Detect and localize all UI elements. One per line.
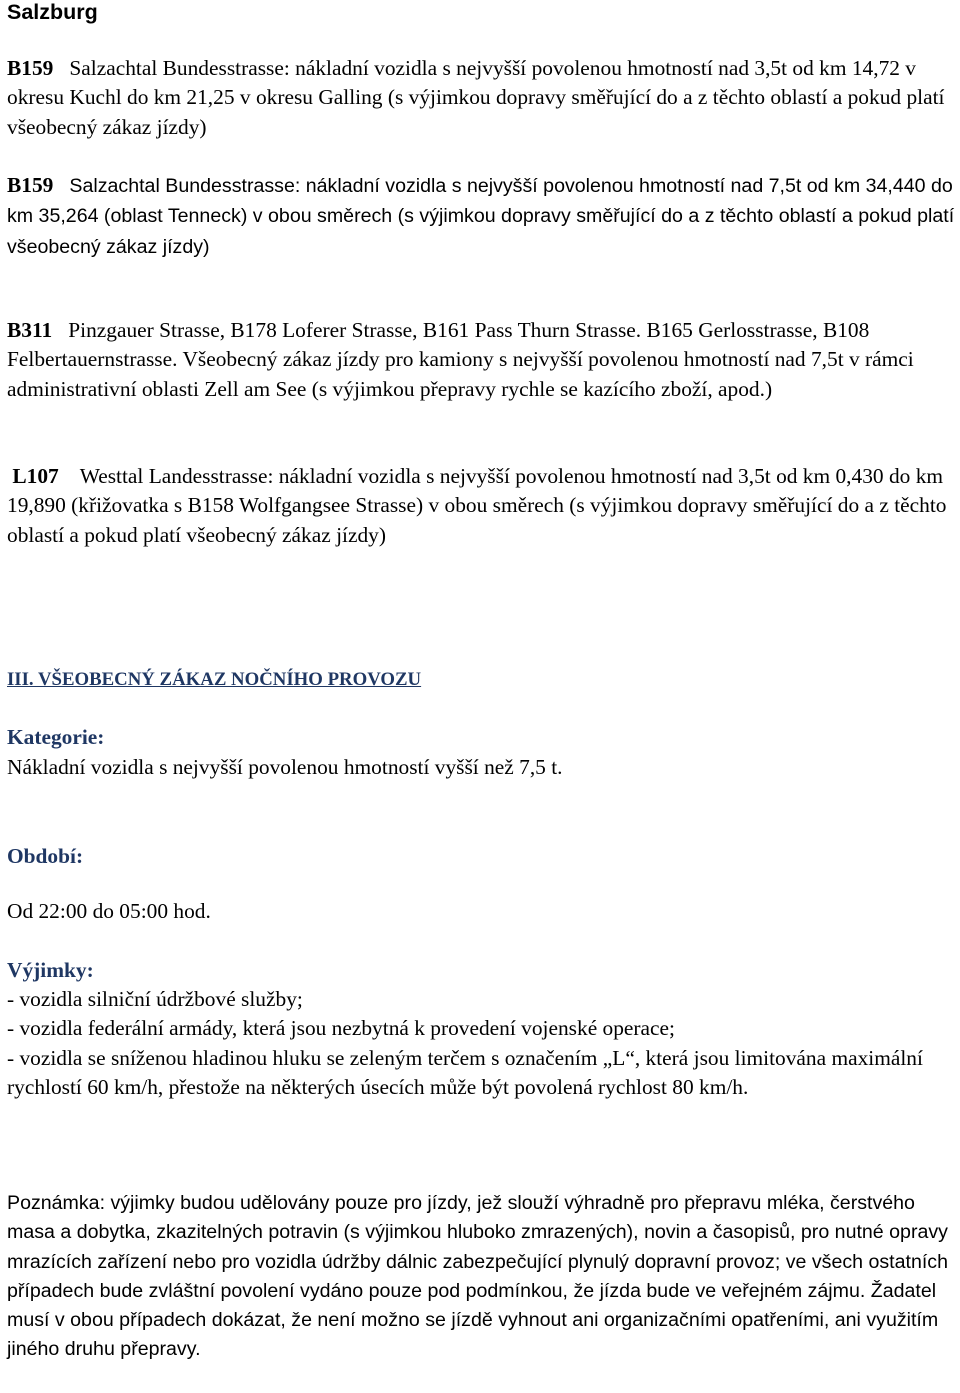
restriction-roads: Pinzgauer Strasse, B178 Loferer Strasse, B161 Pass Thurn Strasse. B165 Gerlosstrasse, B108 Felbertauernstrasse. xyxy=(7,318,870,372)
road-code: B311 xyxy=(7,318,53,342)
restriction-item xyxy=(7,316,955,404)
section-heading: III. VŠEOBECNÝ ZÁKAZ NOČNÍHO PROVOZU xyxy=(7,669,422,690)
exception-item: - vozidla federální armády, která jsou nezbytná k provedení vojenské operace; xyxy=(7,1016,675,1040)
restriction-item xyxy=(7,171,955,262)
road-code: L107 xyxy=(12,464,59,488)
exception-item: - vozidla se sníženou hladinou hluku se zeleným terčem s označením „L“, která jsou limitována maximální rychlostí 60 km/h, přestože na některých úsecích může být povolená rychlost 80 km/h. xyxy=(7,1046,923,1100)
region-heading: Salzburg xyxy=(7,0,98,24)
note-paragraph: Poznámka: výjimky budou udělovány pouze pro jízdy, jež slouží výhradně pro přepravu mléka, čerstvého masa a dobytka, zkazitelných potravin (s výjimkou hluboko zmrazených), novin a časopisů, pro nutné opravy mrazících zařízení nebo pro vozidla údržby dálnic zabezpečující plynulý dopravní provoz; ve všech ostatních případech bude zvláštní povolení vydáno pouze pod podmínkou, že jízda bude ve veřejném zájmu. Žadatel musí v obou případech dokázat, že není možno se jízdě vyhnout ani organizačními opatřeními, ani využitím jiného druhu přepravy. xyxy=(7,1192,948,1361)
exceptions-label: Výjimky: xyxy=(7,958,94,982)
restriction-text: Všeobecný zákaz jízdy pro kamiony s nejvyšší povolenou hmotností nad 7,5t v rámci administrativní oblasti Zell am See (s výjimkou přepravy rychle se kazícího zboží, apod.) xyxy=(7,347,914,401)
period-text: Od 22:00 do 05:00 hod. xyxy=(7,899,211,923)
restriction-text: Westtal Landesstrasse: nákladní vozidla s nejvyšší povolenou hmotností nad 3,5t od km 0,430 do km 19,890 (křižovatka s B158 Wolfgangsee Strasse) v obou směrech (s výjimkou dopravy směřující do a z těchto oblastí a pokud platí všeobecný zákaz jízdy) xyxy=(7,464,947,547)
road-code: B159 xyxy=(7,173,54,197)
category-text: Nákladní vozidla s nejvyšší povolenou hmotností vyšší než 7,5 t. xyxy=(7,755,563,779)
restriction-text: Salzachtal Bundesstrasse: nákladní vozidla s nejvyšší povolenou hmotností nad 3,5t od km 14,72 v okresu Kuchl do km 21,25 v okresu Galling (s výjimkou dopravy směřující do a z těchto oblastí a pokud platí všeobecný zákaz jízdy) xyxy=(7,56,945,139)
period-label: Období: xyxy=(7,844,84,868)
restriction-item xyxy=(7,54,955,142)
road-code: B159 xyxy=(7,56,54,80)
exception-item: - vozidla silniční údržbové služby; xyxy=(7,987,303,1011)
category-label: Kategorie: xyxy=(7,725,105,749)
restriction-item xyxy=(7,462,955,550)
restriction-text: Salzachtal Bundesstrasse: nákladní vozidla s nejvyšší povolenou hmotností nad 7,5t od km 34,440 do km 35,264 (oblast Tenneck) v obou směrech (s výjimkou dopravy směřující do a z těchto oblastí a pokud platí všeobecný zákaz jízdy) xyxy=(7,175,955,258)
